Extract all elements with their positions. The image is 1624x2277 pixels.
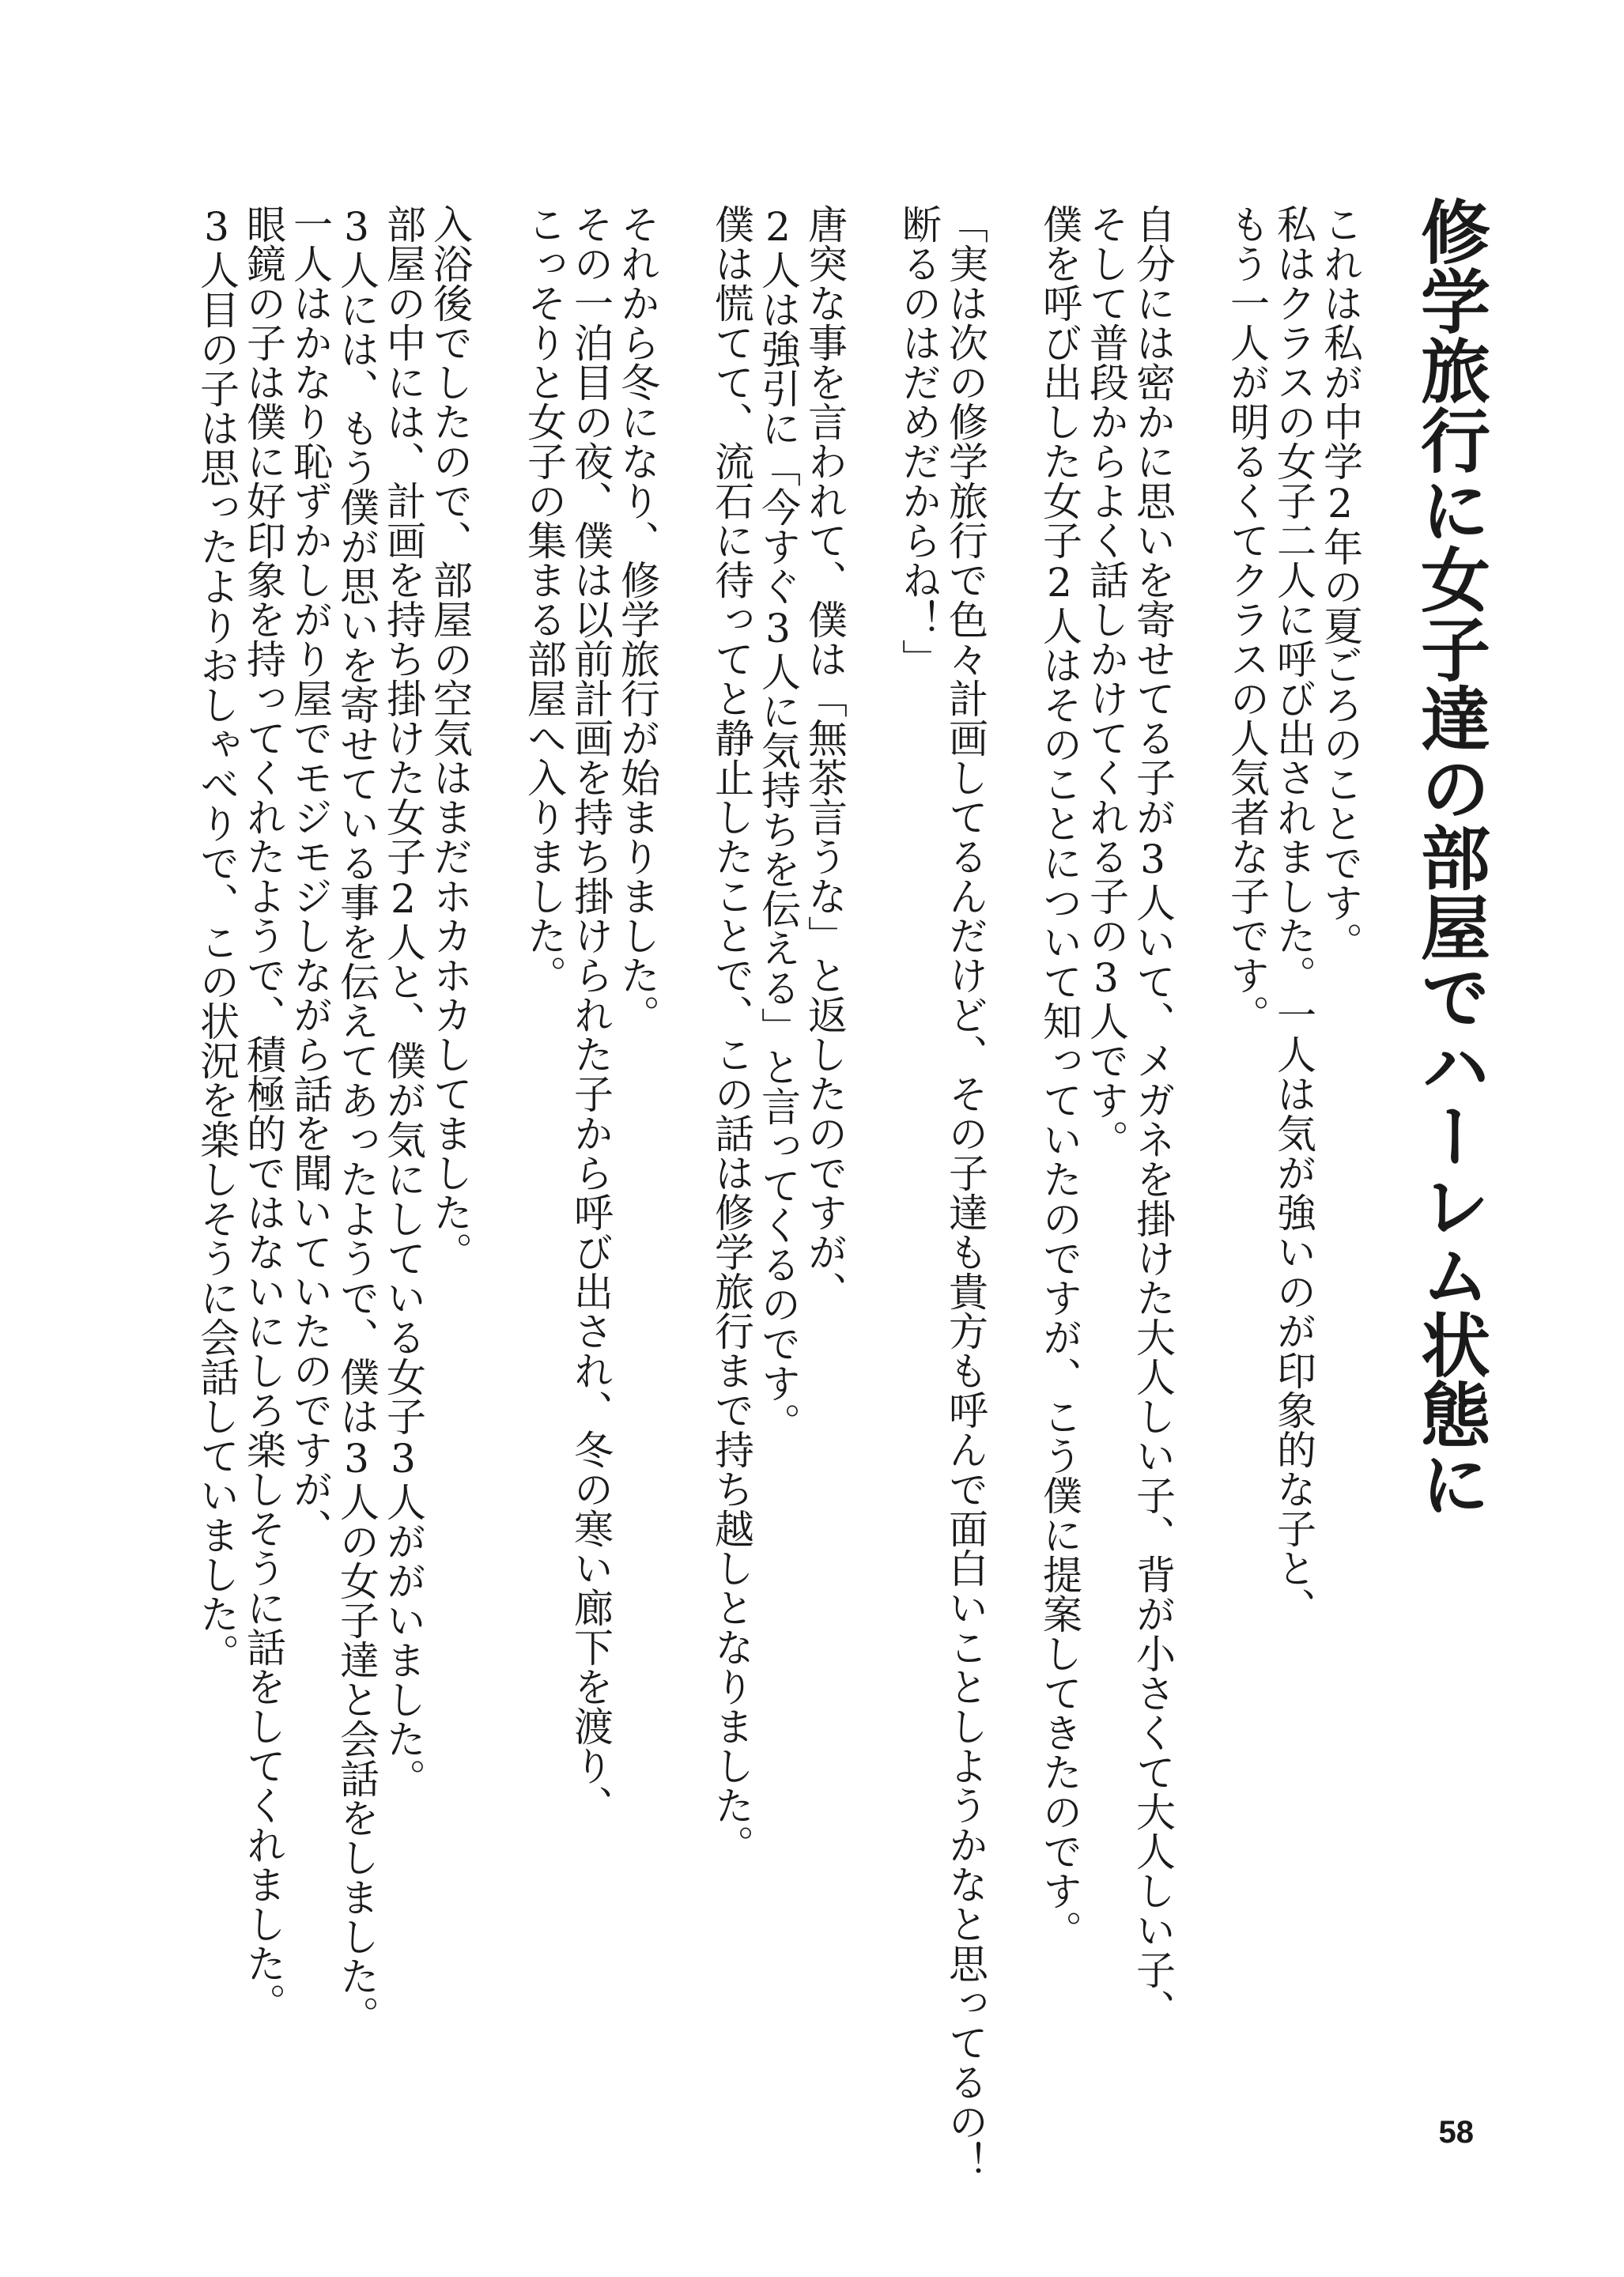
paragraph-4 [708, 204, 848, 2022]
paragraph-5 [520, 204, 660, 2022]
text-line: 2人は強引に「今すぐ3人に気持ちを伝える」と言ってくるのです。 [755, 204, 801, 1442]
article-title: 修学旅行に女子達の部屋でハーレム状態に [1410, 196, 1491, 1518]
text-line: もう一人が明るくてクラスの人気者な子です。 [1224, 204, 1270, 1034]
text-line: 3人目の子は思ったよりおしゃべりで、この状況を楽しそうに会話していました。 [194, 204, 240, 1673]
text-line: 部屋の中には、計画を持ち掛けた女子2人と、僕が気にしている女子3人ががいました。 [380, 204, 426, 1798]
text-line: これは私が中学2年の夏ごろのことです。 [1317, 204, 1363, 961]
paragraph-2 [1036, 204, 1176, 2029]
paragraph-3 [895, 204, 988, 2181]
text-line: 僕を呼び出した女子2人はそのことについて知っていたのですが、こう僕に提案してきたのです。 [1037, 204, 1082, 1950]
paragraph-1 [1223, 204, 1363, 2022]
text-line: 入浴後でしたので、部屋の空気はまだホカホカしてました。 [427, 204, 473, 1271]
text-line: その一泊目の夜、僕は以前計画を持ち掛けられた子から呼び出され、冬の寒い廊下を渡り、 [568, 204, 614, 1825]
text-line: 自分には密かに思いを寄せてる子が3人いて、メガネを掛けた大人しい子、背が小さくて大人しい子、 [1130, 204, 1176, 2029]
page-number: 58 [1438, 2115, 1474, 2150]
text-line: 眼鏡の子は僕に好印象を持ってくれたようで、積極的ではないにしろ楽しそうに話をしてくれました。 [240, 204, 286, 2022]
text-line: そして普段からよく話しかけてくれる子の3人です。 [1083, 204, 1129, 1159]
text-line: 「実は次の修学旅行で色々計画してるんだけど、その子達も貴方も呼んで面白いことしようかなと思ってるの！ [942, 204, 988, 2181]
text-line: 僕は慌てて、流石に待ってと静止したことで、この話は修学旅行まで持ち越しとなりました。 [708, 204, 754, 1864]
article-body [145, 204, 1363, 2181]
text-line: 私はクラスの女子二人に呼び出されました。一人は気が強いのが印象的な子と、 [1271, 204, 1316, 1627]
text-line: それから冬になり、修学旅行が始まりました。 [614, 204, 660, 1034]
text-line: 3人には、もう僕が思いを寄せている事を伝えてあったようで、僕は3人の女子達と会話をしました。 [334, 204, 380, 2035]
paragraph-6 [193, 204, 473, 2035]
text-line: 一人はかなり恥ずかしがり屋でモジモジしながら話を聞いていたのですが、 [287, 204, 333, 1548]
text-line: 断るのはだめだからね！」 [896, 204, 942, 678]
text-line: 唐突な事を言われて、僕は「無茶言うな」と返したのですが、 [802, 204, 848, 1311]
text-line: こっそりと女子の集まる部屋へ入りました。 [521, 204, 567, 995]
